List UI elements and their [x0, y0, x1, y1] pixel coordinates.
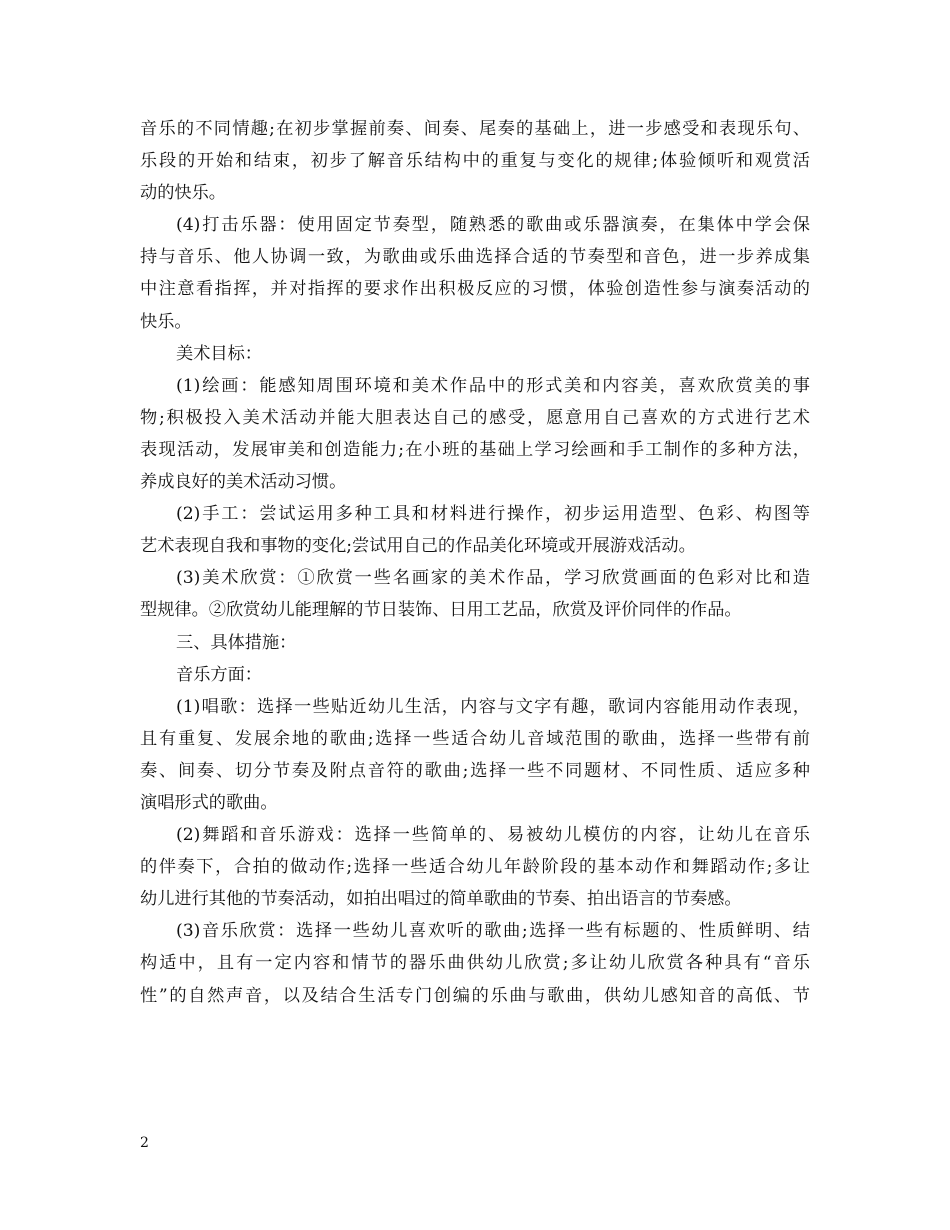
text-line: 的伴奏下，合拍的做动作;选择一些适合幼儿年龄阶段的基本动作和舞蹈动作;多让 [140, 857, 810, 878]
text-line: 美术目标： [176, 343, 262, 364]
text-line: 表现活动，发展审美和创造能力;在小班的基础上学习绘画和手工制作的多种方法， [140, 439, 810, 460]
text-line: 动的快乐。 [140, 183, 226, 204]
text-line: 艺术表现自我和事物的变化;尝试用自己的作品美化环境或开展游戏活动。 [140, 536, 696, 557]
text-line: (1)绘画：能感知周围环境和美术作品中的形式美和内容美，喜欢欣赏美的事 [176, 375, 810, 396]
text-line: 快乐。 [140, 311, 192, 332]
text-line: (1)唱歌：选择一些贴近幼儿生活，内容与文字有趣，歌词内容能用动作表现， [176, 696, 810, 717]
text-line: (3)音乐欣赏：选择一些幼儿喜欢听的歌曲;选择一些有标题的、性质鲜明、结 [176, 921, 810, 942]
text-line: (2)手工：尝试运用多种工具和材料进行操作，初步运用造型、色彩、构图等 [176, 504, 810, 525]
text-line: 演唱形式的歌曲。 [140, 792, 278, 813]
text-line: 构适中，且有一定内容和情节的器乐曲供幼儿欣赏;多让幼儿欣赏各种具有“音乐 [140, 953, 810, 974]
text-line: 乐段的开始和结束，初步了解音乐结构中的重复与变化的规律;体验倾听和观赏活 [140, 151, 810, 172]
text-line: 音乐的不同情趣;在初步掌握前奏、间奏、尾奏的基础上，进一步感受和表现乐句、 [140, 119, 810, 139]
text-line: 型规律。②欣赏幼儿能理解的节日装饰、日用工艺品，欣赏及评价同伴的作品。 [140, 600, 742, 621]
text-line: (3)美术欣赏：①欣赏一些名画家的美术作品，学习欣赏画面的色彩对比和造 [176, 568, 810, 589]
page-number: 2 [140, 1135, 149, 1151]
body-text [140, 113, 810, 1012]
text-line: 三、具体措施： [176, 632, 297, 653]
text-line: 中注意看指挥，并对指挥的要求作出积极反应的习惯，体验创造性参与演奏活动的 [140, 279, 810, 300]
text-line: 音乐方面： [176, 664, 262, 685]
text-line: 持与音乐、他人协调一致，为歌曲或乐曲选择合适的节奏型和音色，进一步养成集 [140, 247, 810, 268]
text-line: (4)打击乐器：使用固定节奏型，随熟悉的歌曲或乐器演奏，在集体中学会保 [176, 215, 810, 236]
text-line: 养成良好的美术活动习惯。 [140, 472, 347, 493]
text-line: 性”的自然声音，以及结合生活专门创编的乐曲与歌曲，供幼儿感知音的高低、节 [140, 985, 810, 1006]
text-line: 幼儿进行其他的节奏活动，如拍出唱过的简单歌曲的节奏、拍出语言的节奏感。 [140, 889, 742, 910]
text-line: 奏、间奏、切分节奏及附点音符的歌曲;选择一些不同题材、不同性质、适应多种 [140, 760, 810, 781]
text-line: 且有重复、发展余地的歌曲;选择一些适合幼儿音域范围的歌曲，选择一些带有前 [140, 728, 810, 749]
text-line: 物;积极投入美术活动并能大胆表达自己的感受，愿意用自己喜欢的方式进行艺术 [140, 407, 810, 428]
text-line: (2)舞蹈和音乐游戏：选择一些简单的、易被幼儿模仿的内容，让幼儿在音乐 [176, 825, 810, 846]
